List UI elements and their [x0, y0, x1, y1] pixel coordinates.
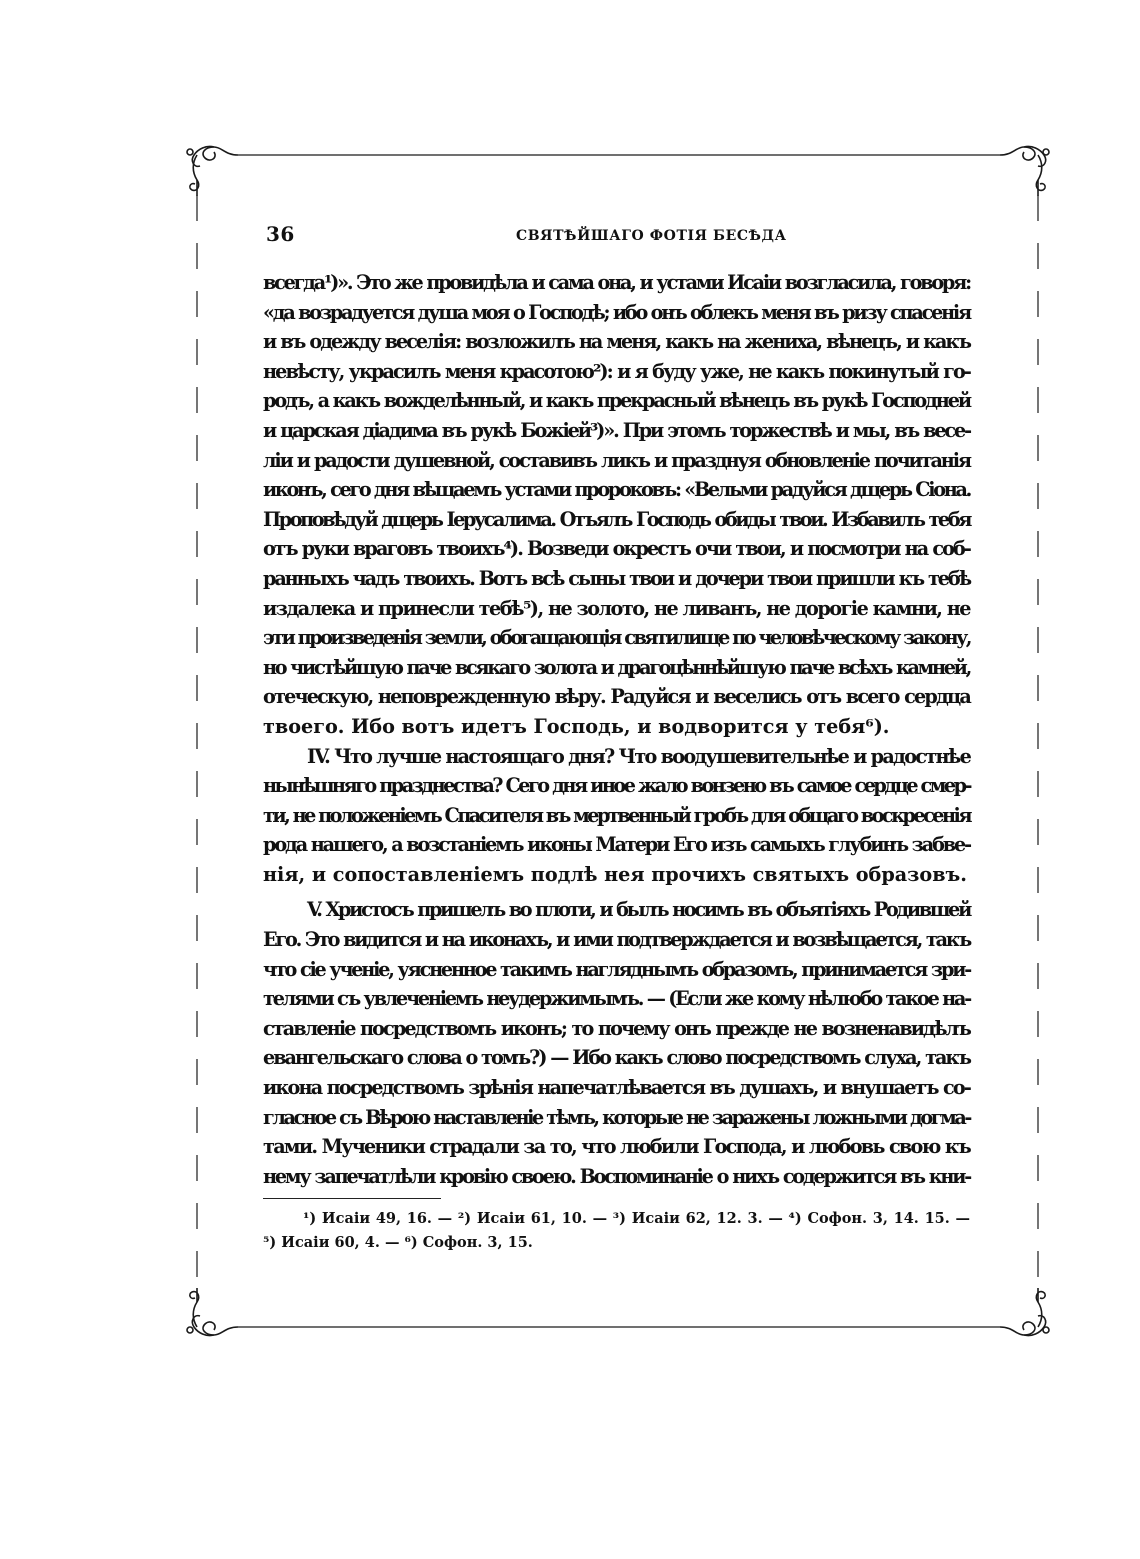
- text-line: нынѣшняго празднества? Сего дня иное жало вонзено въ самое сердце смер-: [263, 774, 970, 798]
- text-line: Его. Это видится и на иконахъ, и ими подтверждается и возвѣщается, такъ: [263, 928, 970, 952]
- text-line: гласное съ Вѣрою наставленіе тѣмъ, которые не заражены ложными догма-: [263, 1105, 970, 1129]
- corner-ornament-bottom-left: [187, 1288, 238, 1336]
- text-line: всегда¹)». Это же провидѣла и сама она, и устами Исаіи возгласила, говоря:: [263, 271, 970, 294]
- text-line: ліи и радости душевной, составивъ ликъ и празднуя обновленіе почитанія: [263, 448, 970, 472]
- text-line: эти произведенія земли, обогащающія святилище по человѣческому закону,: [263, 626, 970, 650]
- text-line: твоего. Ибо вотъ идетъ Господь, и водворится у тебя⁶).: [263, 714, 890, 738]
- paragraph: [263, 895, 970, 1191]
- running-title: СВЯТѢЙШАГО ФОТІЯ БЕСѢДА: [516, 228, 787, 244]
- text-line: и въ одежду веселія: возложилъ на меня, какъ на жениха, вѣнецъ, и какъ: [263, 330, 970, 354]
- text-line: ставленіе посредствомъ иконъ; то почему онъ прежде не возненавидѣлъ: [263, 1016, 970, 1040]
- text-line: издалека и принесли тебѣ⁵), не золото, не ливанъ, не дорогіе камни, не: [263, 596, 970, 620]
- text-line: отъ руки враговъ твоихъ⁴). Возведи окрестъ очи твои, и посмотри на соб-: [263, 537, 970, 561]
- text-line: нія, и сопоставленіемъ подлѣ нея прочихъ святыхъ образовъ.: [263, 862, 967, 886]
- text-line: «да возрадуется душа моя о Господѣ; ибо онъ облекъ меня въ ризу спасенія: [263, 300, 970, 324]
- text-line: IV. Что лучше настоящаго дня? Что воодушевительнѣе и радостнѣе: [307, 744, 971, 768]
- paragraph: [263, 268, 970, 742]
- corner-ornament-top-right: [1000, 146, 1049, 196]
- footnotes: [263, 1207, 970, 1255]
- corner-ornament-top-left: [187, 146, 238, 196]
- paragraph: [263, 742, 970, 890]
- text-line: нему запечатлѣли кровію своею. Воспоминаніе о нихъ содержится въ кни-: [263, 1164, 970, 1188]
- corner-ornament-bottom-right: [1000, 1288, 1049, 1336]
- main-text: [263, 268, 970, 1191]
- footnote-separator: [263, 1198, 441, 1199]
- text-line: невѣсту, украсилъ меня красотою²): и я буду уже, не какъ покинутый го-: [263, 359, 970, 383]
- text-line: телями съ увлеченіемъ неудержимымъ. — (Если же кому нѣлюбо такое на-: [263, 987, 970, 1011]
- text-line: иконъ, сего дня вѣщаемъ устами пророковъ: «Вельми радуйся дщерь Сіона.: [263, 478, 970, 502]
- text-line: и царская діадима въ рукѣ Божіей³)». При этомъ торжествѣ и мы, въ весе-: [263, 418, 970, 442]
- text-line: V. Христосъ пришелъ во плоти, и былъ носимъ въ объятіяхъ Родившей: [307, 898, 970, 922]
- text-line: ти, не положеніемъ Спасителя въ мертвенный гробъ для общаго воскресенія: [263, 803, 970, 827]
- text-line: тами. Мученики страдали за то, что любили Господа, и любовь свою къ: [263, 1135, 970, 1159]
- page-number: 36: [266, 222, 295, 246]
- text-line: родъ, а какъ вожделѣнный, и какъ прекрасный вѣнецъ въ рукѣ Господней: [263, 389, 970, 413]
- text-line: икона посредствомъ зрѣнія напечатлѣвается въ душахъ, и внушаетъ со-: [263, 1076, 970, 1100]
- text-line: отеческую, неповрежденную вѣру. Радуйся и веселись отъ всего сердца: [263, 685, 970, 709]
- footnote-line: ⁵) Исаіи 60, 4. — ⁶) Софон. 3, 15.: [263, 1234, 533, 1251]
- text-line: рода нашего, а возстаніемъ иконы Матери Его изъ самыхъ глубинъ забве-: [263, 833, 970, 857]
- text-line: Проповѣдуй дщерь Іерусалима. Отъялъ Господь обиды твои. Избавилъ тебя: [263, 507, 970, 531]
- footnote-line: ¹) Исаіи 49, 16. — ²) Исаіи 61, 10. — ³) Исаіи 62, 12. 3. — ⁴) Софон. 3, 14. 15. —: [303, 1210, 970, 1227]
- text-line: что сіе ученіе, уясненное такимъ нагляднымъ образомъ, принимается зри-: [263, 957, 970, 981]
- text-line: но чистѣйшую паче всякаго золота и драгоцѣннѣйшую паче всѣхъ камней,: [263, 655, 970, 679]
- text-line: ранныхъ чадъ твоихъ. Вотъ всѣ сыны твои и дочери твои пришли къ тебѣ: [263, 566, 970, 590]
- text-line: евангельскаго слова о томъ?) — Ибо какъ слово посредствомъ слуха, такъ: [263, 1046, 970, 1070]
